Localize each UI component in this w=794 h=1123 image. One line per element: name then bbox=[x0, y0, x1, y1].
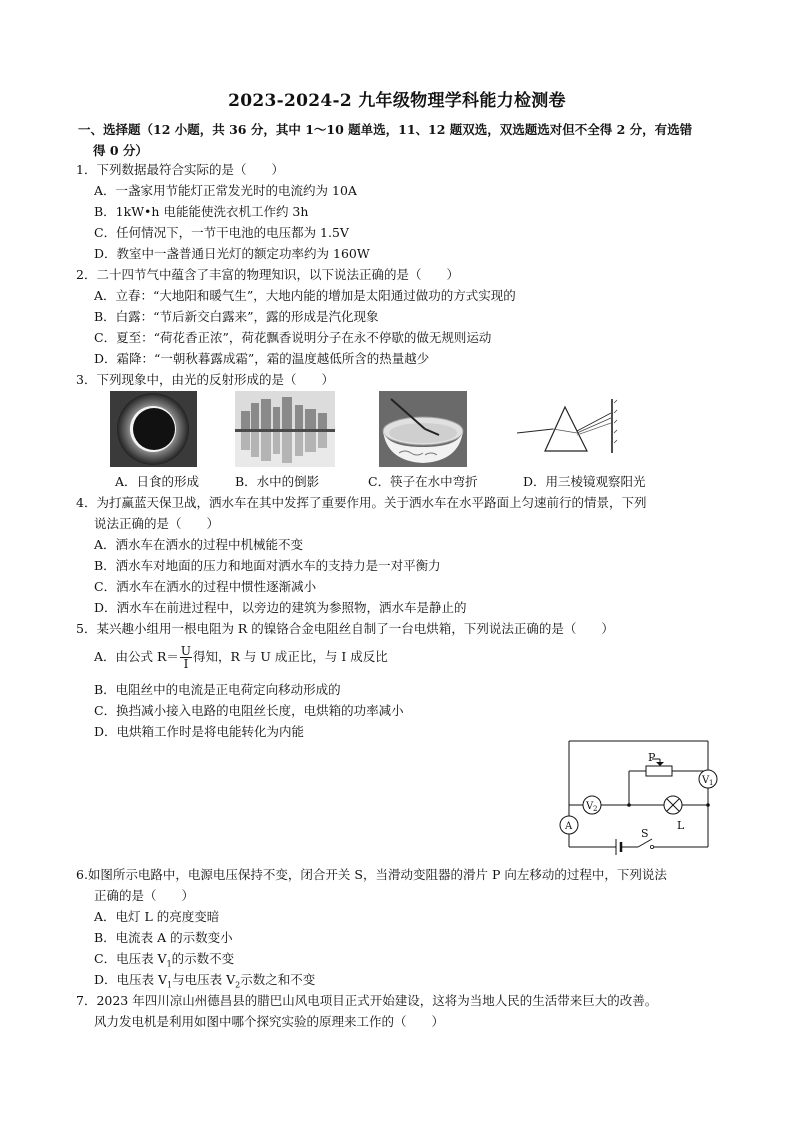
question-1-option-b: B．1kW•h 电能能使洗衣机工作约 3h bbox=[94, 204, 309, 219]
label-rheostat-p: P bbox=[648, 751, 656, 764]
question-2-option-b: B．白露：“节后新交白露来”，露的形成是汽化现象 bbox=[94, 309, 379, 324]
solar-eclipse-image bbox=[110, 391, 197, 467]
section-heading bbox=[78, 119, 738, 161]
question-5-option-a bbox=[94, 640, 388, 674]
question-6-option-d-mid: 与电压表 V bbox=[172, 972, 236, 987]
question-6-option-d-sub2: 2 bbox=[235, 980, 241, 990]
label-voltmeter-v1-sub: 1 bbox=[709, 779, 714, 787]
label-ammeter-a: A bbox=[565, 821, 573, 832]
label-voltmeter-v1: V bbox=[702, 775, 710, 786]
question-6-option-c bbox=[94, 950, 234, 974]
section-heading-line1: 一、选择题（12 小题，共 36 分，其中 1～10 题单选，11、12 题双选，双选题选对但不全得 2 分，有选错 bbox=[78, 122, 693, 137]
question-6-option-d-suffix: 示数之和不变 bbox=[240, 972, 316, 987]
question-3-option-b: B．水中的倒影 bbox=[235, 474, 320, 489]
question-1-option-c: C．任何情况下，一节干电池的电压都为 1.5V bbox=[94, 225, 349, 240]
formula-fraction bbox=[180, 645, 192, 670]
question-6-option-b: B．电流表 A 的示数变小 bbox=[94, 930, 233, 945]
question-4-stem-line2: 说法正确的是（ ） bbox=[94, 516, 220, 531]
question-6-option-d bbox=[94, 971, 315, 995]
question-4-option-a: A．洒水车在洒水的过程中机械能不变 bbox=[94, 537, 304, 552]
label-lamp-l: L bbox=[677, 819, 685, 832]
question-2-option-d: D．霜降：“一朝秋暮露成霜”，霜的温度越低所含的热量越少 bbox=[94, 351, 430, 366]
circuit-diagram bbox=[552, 733, 724, 863]
question-7-stem-line1: 7．2023 年四川凉山州德昌县的腊巴山风电项目正式开始建设，这将为当地人民的生活带来巨大的改善。 bbox=[76, 993, 658, 1008]
chopsticks-bowl-image bbox=[379, 391, 467, 467]
page-title: 2023-2024-2 九年级物理学科能力检测卷 bbox=[228, 91, 566, 111]
prism-image bbox=[515, 391, 621, 467]
label-voltmeter-v2: V bbox=[586, 801, 594, 812]
question-2-option-a: A．立春：“大地阳和暖气生”，大地内能的增加是太阳通过做功的方式实现的 bbox=[94, 288, 516, 303]
section-heading-line2: 得 0 分） bbox=[93, 143, 148, 158]
question-1-option-d: D．教室中一盏普通日光灯的额定功率约为 160W bbox=[94, 246, 370, 261]
question-2-stem: 2．二十四节气中蕴含了丰富的物理知识，以下说法正确的是（ ） bbox=[76, 267, 459, 282]
question-1-stem: 1．下列数据最符合实际的是（ ） bbox=[76, 162, 284, 177]
question-7-stem-line2: 风力发电机是利用如图中哪个探究实验的原理来工作的（ ） bbox=[94, 1014, 445, 1029]
question-4-option-b: B．洒水车对地面的压力和地面对洒水车的支持力是一对平衡力 bbox=[94, 558, 441, 573]
question-6-option-a: A．电灯 L 的亮度变暗 bbox=[94, 909, 220, 924]
question-4-option-c: C．洒水车在洒水的过程中惯性逐渐减小 bbox=[94, 579, 317, 594]
question-5-option-c: C．换挡减小接入电路的电阻丝长度，电烘箱的功率减小 bbox=[94, 703, 404, 718]
question-5-option-a-prefix: A．由公式 R＝ bbox=[94, 649, 179, 664]
question-5-option-a-suffix: 得知，R 与 U 成正比，与 I 成反比 bbox=[193, 649, 388, 664]
question-2-option-c: C．夏至：“荷花香正浓”，荷花飘香说明分子在永不停歇的做无规则运动 bbox=[94, 330, 492, 345]
label-switch-s: S bbox=[641, 827, 649, 840]
question-6-option-d-sub1: 1 bbox=[167, 980, 173, 990]
question-3-stem: 3．下列现象中，由光的反射形成的是（ ） bbox=[76, 372, 334, 387]
question-5-stem: 5．某兴趣小组用一根电阻为 R 的镍铬合金电阻丝自制了一台电烘箱，下列说法正确的是（ ） bbox=[76, 621, 614, 636]
label-voltmeter-v2-sub: 2 bbox=[593, 805, 598, 813]
question-3-option-a: A．日食的形成 bbox=[115, 474, 200, 489]
fraction-numerator: U bbox=[180, 644, 192, 658]
question-1-option-a: A．一盏家用节能灯正常发光时的电流约为 10A bbox=[94, 183, 357, 198]
question-5-option-d: D．电烘箱工作时是将电能转化为内能 bbox=[94, 724, 305, 739]
question-6-option-c-sub: 1 bbox=[166, 959, 172, 969]
question-4-option-d: D．洒水车在前进过程中，以旁边的建筑为参照物，洒水车是静止的 bbox=[94, 600, 467, 615]
fraction-denominator: I bbox=[183, 657, 189, 671]
question-6-option-c-suffix: 的示数不变 bbox=[171, 951, 235, 966]
question-6-option-c-prefix: C．电压表 V bbox=[94, 951, 167, 966]
question-3-option-c: C．筷子在水中弯折 bbox=[368, 474, 478, 489]
question-4-stem-line1: 4．为打赢蓝天保卫战，洒水车在其中发挥了重要作用。关于洒水车在水平路面上匀速前行的情景，下列 bbox=[76, 495, 647, 510]
question-6-stem-line1: 6.如图所示电路中，电源电压保持不变，闭合开关 S，当滑动变阻器的滑片 P 向左移动的过程中，下列说法 bbox=[76, 867, 667, 882]
water-reflection-image bbox=[235, 391, 335, 467]
question-6-option-d-prefix: D．电压表 V bbox=[94, 972, 168, 987]
question-5-option-b: B．电阻丝中的电流是正电荷定向移动形成的 bbox=[94, 682, 341, 697]
question-6-stem-line2: 正确的是（ ） bbox=[94, 888, 195, 903]
question-3-option-d: D．用三棱镜观察阳光 bbox=[523, 474, 646, 489]
